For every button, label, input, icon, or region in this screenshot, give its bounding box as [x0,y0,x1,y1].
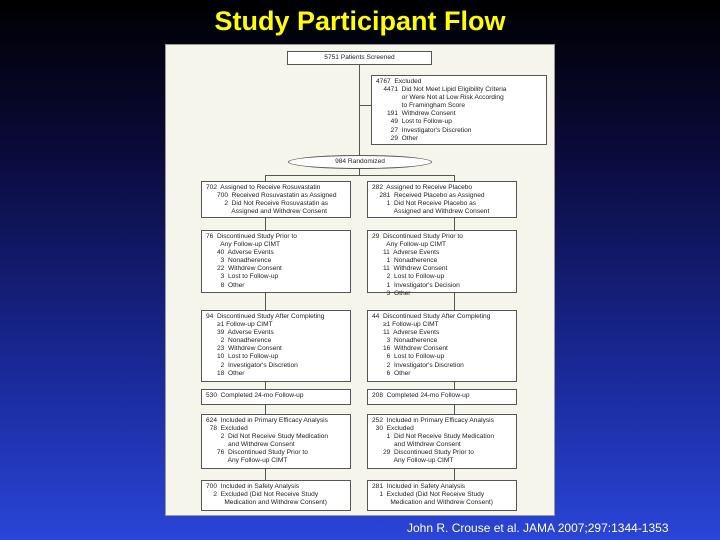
rosuvastatin-safety-analysis-box: 700 Included in Safety Analysis 2 Excluded (Did Not Receive Study Medication and Withdrew Consent) [201,480,351,511]
connector-line [265,175,454,176]
placebo-discontinued-prior-box: 29 Discontinued Study Prior to Any Follow-up CIMT 11 Adverse Events 1 Nonadherence 11 Withdrew Consent 2 Lost to Follow-up 1 Investigator's Decision 3 Other [367,230,517,293]
randomized-oval: 984 Randomized [288,155,432,169]
placebo-discontinued-after-box: 44 Discontinued Study After Completing ≥1 Follow-up CIMT 11 Adverse Events 3 Nonadherence 16 Withdrew Consent 6 Lost to Follow-up 2 Investigator's Discretion 6 Other [367,310,517,382]
placebo-assigned-box: 282 Assigned to Receive Placebo 281 Received Placebo as Assigned 1 Did Not Receive Placebo as Assigned and Withdrew Consent [367,181,517,218]
rosuvastatin-discontinued-prior-box: 76 Discontinued Study Prior to Any Follow-up CIMT 40 Adverse Events 3 Nonadherence 22 Withdrew Consent 3 Lost to Follow-up 8 Other [201,230,351,293]
connector-line [454,293,455,310]
connector-line [454,218,455,230]
connector-line [454,469,455,480]
flow-diagram [165,44,555,516]
rosuvastatin-completed-box: 530 Completed 24-mo Follow-up [201,389,351,405]
connector-line [454,382,455,389]
connector-line [359,105,371,106]
connector-line [265,469,266,480]
rosuvastatin-discontinued-after-box: 94 Discontinued Study After Completing ≥1 Follow-up CIMT 39 Adverse Events 2 Nonadherence 23 Withdrew Consent 10 Lost to Follow-up 2 Investigator's Discretion 18 Other [201,310,351,382]
excluded-box: 4767 Excluded 4471 Did Not Meet Lipid Eligibility Criteria or Were Not at Low Risk According to Framingham Score 191 Withdrew Consent 49 Lost to Follow-up 27 Investigator's Discretion 29 Other [371,75,547,145]
rosuvastatin-assigned-box: 702 Assigned to Receive Rosuvastatin 700 Received Rosuvastatin as Assigned 2 Did Not Receive Rosuvastatin as Assigned and Withdrew Consent [201,181,351,218]
connector-line [265,293,266,310]
connector-line [454,405,455,414]
connector-line [265,218,266,230]
rosuvastatin-primary-analysis-box: 624 Included in Primary Efficacy Analysis 78 Excluded 2 Did Not Receive Study Medication and Withdrew Consent 76 Discontinued Study Prior to Any Follow-up CIMT [201,414,351,469]
connector-line [359,65,360,155]
connector-line [265,405,266,414]
citation: John R. Crouse et al. JAMA 2007;297:1344-1353 [407,521,669,535]
screened-box: 5751 Patients Screened [287,51,432,65]
connector-line [265,382,266,389]
slide-title: Study Participant Flow [214,6,506,36]
placebo-primary-analysis-box: 252 Included in Primary Efficacy Analysis 30 Excluded 1 Did Not Receive Study Medication and Withdrew Consent 29 Discontinued Study Prior to Any Follow-up CIMT [367,414,517,469]
placebo-safety-analysis-box: 281 Included in Safety Analysis 1 Excluded (Did Not Receive Study Medication and Withdrew Consent) [367,480,517,511]
placebo-completed-box: 208 Completed 24-mo Follow-up [367,389,517,405]
